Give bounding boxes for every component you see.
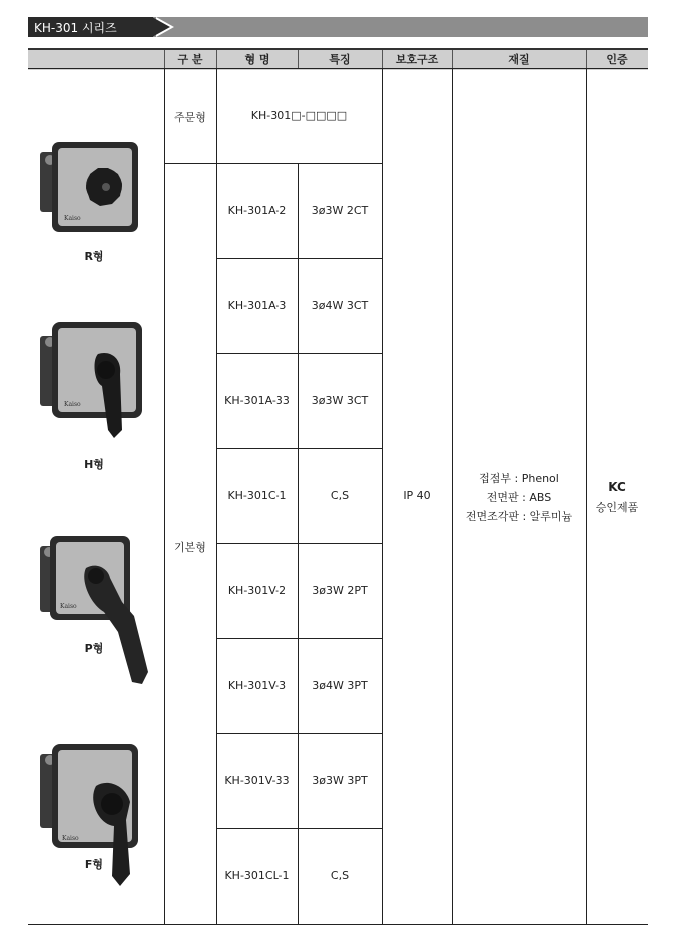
row-feature: 3ø3W 3CT [311,394,369,407]
row-feature: C,S [330,489,350,502]
header-protection: 보호구조 [395,53,439,66]
grid-line [164,163,382,164]
header-divider [452,50,453,68]
brand-text: Kaiso [64,215,81,222]
r-type-switch-image [38,130,150,242]
brand-text: Kaiso [64,401,81,408]
basic-category: 기본형 [174,541,206,554]
row-model: KH-301V-2 [227,584,287,597]
grid-line [586,68,587,924]
grid-line [216,638,382,639]
banner-arrow [152,17,170,37]
row-model: KH-301A-33 [224,394,290,407]
r-type-label: R형 [84,250,104,263]
grid-line [216,353,382,354]
material-line-2: 전면판 : ABS [486,491,552,504]
row-model: KH-301V-33 [224,774,290,787]
p-type-label: P형 [84,642,104,655]
row-model: KH-301CL-1 [224,869,290,882]
row-feature: 3ø3W 3PT [312,774,368,787]
material-line-1: 접점부 : Phenol [479,472,559,485]
row-feature: 3ø4W 3PT [312,679,368,692]
f-type-label: F형 [84,858,104,871]
header-category: 구 분 [177,53,203,66]
header-divider [164,50,165,68]
table-header [28,48,648,70]
row-feature: C,S [330,869,350,882]
table-bottom-rule [28,924,648,925]
grid-line [216,448,382,449]
grid-line [216,258,382,259]
grid-line [216,543,382,544]
grid-line [164,68,165,924]
grid-line [216,733,382,734]
row-model: KH-301V-3 [227,679,287,692]
header-divider [216,50,217,68]
header-material: 재질 [508,53,530,66]
header-divider [298,50,299,68]
header-divider [586,50,587,68]
row-model: KH-301C-1 [227,489,287,502]
order-category: 주문형 [174,111,206,124]
grid-line [216,828,382,829]
row-model: KH-301A-3 [227,299,287,312]
header-feature: 특징 [329,53,351,66]
p-type-switch-image [38,532,154,688]
certification-text: 승인제품 [595,501,639,514]
row-feature: 3ø3W 2PT [312,584,368,597]
material-line-3: 전면조각판 : 알루미늄 [465,510,573,523]
h-type-switch-image [38,318,150,442]
protection-value: IP 40 [403,489,431,502]
header-certification: 인증 [606,53,628,66]
order-model: KH-301□-□□□□ [250,109,348,122]
row-feature: 3ø4W 3CT [311,299,369,312]
row-feature: 3ø3W 2CT [311,204,369,217]
row-model: KH-301A-2 [227,204,287,217]
header-bottom-rule [28,68,648,69]
kc-mark-icon: KC [608,480,626,494]
header-divider [382,50,383,68]
header-model: 형 명 [244,53,270,66]
series-title: KH-301 시리즈 [34,21,117,35]
brand-text: Kaiso [60,603,77,610]
h-type-label: H형 [84,458,104,471]
brand-text: Kaiso [62,835,79,842]
series-banner [28,17,648,37]
